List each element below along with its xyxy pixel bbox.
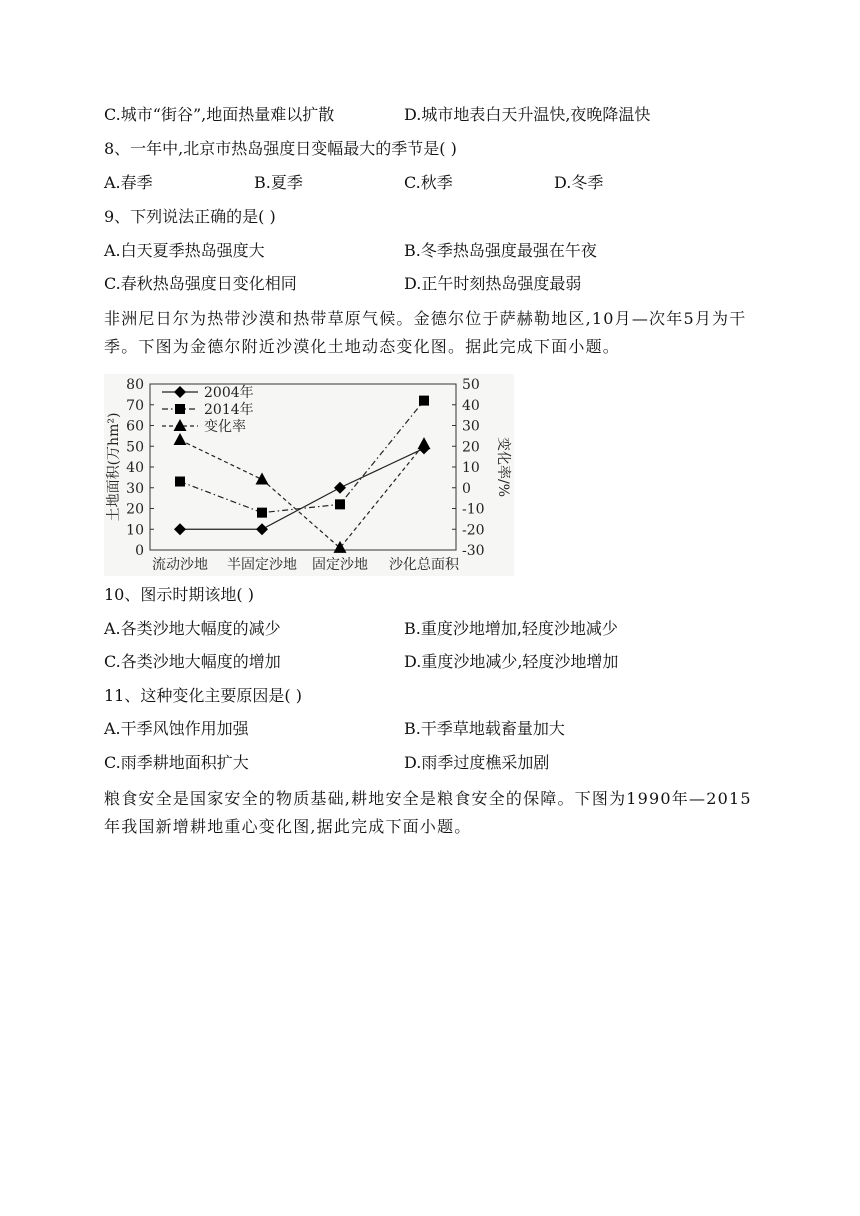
q9-option-c: C.春秋热岛强度日变化相同 [104, 274, 297, 293]
y-axis-title: 土地面积(万hm²) [106, 412, 122, 522]
data-point-2 [335, 499, 345, 509]
y2-axis-title: 变化率/% [495, 436, 511, 498]
passage-niger [104, 305, 754, 361]
q11-stem: 11、这种变化主要原因是( ) [104, 686, 302, 705]
y2-tick-label: 10 [462, 460, 480, 476]
y2-tick-label: 30 [462, 418, 480, 435]
y2-tick-label: -30 [462, 543, 485, 559]
legend-label: 变化率 [204, 419, 246, 435]
q11-option-d: D.雨季过度樵采加剧 [404, 753, 550, 772]
q8-option-c: C.秋季 [404, 173, 453, 192]
q7-option-c: C.城市“街谷”,地面热量难以扩散 [104, 105, 335, 124]
x-tick-label: 流动沙地 [152, 557, 208, 573]
q9-option-a: A.白天夏季热岛强度大 [104, 241, 265, 260]
q10-option-a: A.各类沙地大幅度的减少 [104, 619, 281, 638]
q10-option-b: B.重度沙地增加,轻度沙地减少 [404, 619, 618, 638]
data-point-2 [257, 508, 267, 518]
legend-marker [175, 404, 185, 414]
q8-option-d: D.冬季 [554, 173, 604, 192]
y-tick-label: 0 [135, 543, 144, 559]
passage-farmland-line1: 粮食安全是国家安全的物质基础,耕地安全是粮食安全的保障。下图为1990年—2015 [104, 789, 752, 808]
q11-option-a: A.干季风蚀作用加强 [104, 719, 249, 738]
passage-farmland [104, 785, 754, 841]
x-tick-label: 半固定沙地 [227, 557, 297, 573]
y-tick-label: 30 [126, 480, 144, 497]
q8-stem: 8、一年中,北京市热岛强度日变幅最大的季节是( ) [104, 139, 457, 158]
passage-niger-line2: 季。下图为金德尔附近沙漠化土地动态变化图。据此完成下面小题。 [104, 337, 621, 356]
y-tick-label: 20 [126, 501, 144, 518]
y2-tick-label: 0 [462, 480, 471, 497]
y2-tick-label: 40 [462, 397, 480, 414]
y-tick-label: 50 [126, 439, 144, 456]
q9-stem: 9、下列说法正确的是( ) [104, 207, 276, 226]
y-tick-label: 60 [126, 418, 144, 435]
y2-tick-label: 20 [462, 439, 480, 456]
q10-option-d: D.重度沙地减少,轻度沙地增加 [404, 652, 619, 671]
q7-option-d: D.城市地表白天升温快,夜晚降温快 [404, 105, 651, 124]
y2-tick-label: -10 [462, 501, 485, 518]
q9-option-d: D.正午时刻热岛强度最弱 [404, 274, 582, 293]
y2-tick-label: -20 [462, 522, 485, 539]
y-tick-label: 10 [126, 522, 144, 539]
x-tick-label: 沙化总面积 [389, 557, 459, 573]
y-tick-label: 70 [126, 397, 144, 414]
legend-label: 2014年 [204, 402, 254, 418]
q11-option-b: B.干季草地载畜量加大 [404, 719, 565, 738]
x-tick-label: 固定沙地 [312, 557, 368, 573]
q8-option-b: B.夏季 [254, 173, 303, 192]
y-tick-label: 40 [126, 460, 144, 476]
q8-option-a: A.春季 [104, 173, 153, 192]
q10-option-c: C.各类沙地大幅度的增加 [104, 652, 281, 671]
y-tick-label: 80 [126, 377, 144, 393]
data-point-2 [419, 396, 429, 406]
data-point-2 [175, 477, 185, 487]
passage-farmland-line2: 年我国新增耕地重心变化图,据此完成下面小题。 [104, 817, 472, 836]
q10-stem: 10、图示时期该地( ) [104, 585, 254, 604]
q11-option-c: C.雨季耕地面积扩大 [104, 753, 249, 772]
legend-label: 2004年 [204, 385, 254, 401]
passage-niger-line1: 非洲尼日尔为热带沙漠和热带草原气候。金德尔位于萨赫勒地区,10月—次年5月为干 [104, 309, 747, 328]
q9-option-b: B.冬季热岛强度最强在午夜 [404, 241, 597, 260]
y2-tick-label: 50 [462, 377, 480, 393]
desertification-chart [104, 374, 514, 576]
